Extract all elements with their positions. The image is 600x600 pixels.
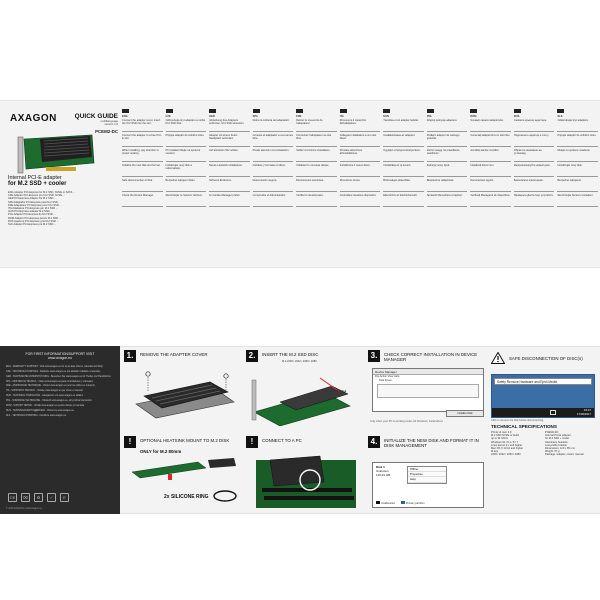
intro-line: GER PCI-Express Adapter für M.2 SSD ... bbox=[8, 197, 57, 201]
language-column bbox=[340, 109, 381, 261]
language-flag bbox=[340, 109, 347, 113]
instruction-cell: Inicializálja az új lemezt. bbox=[383, 163, 424, 177]
device-manager-caption: Only when your PC is working under old Windows, install driver. bbox=[370, 420, 444, 423]
language-code: SPA bbox=[252, 115, 258, 118]
insert-ssd-illustration bbox=[250, 372, 362, 426]
instruction-cell: Ügyeljen a helyes behelyezésre. bbox=[383, 148, 424, 162]
step-label: CHECK CORRECT INSTALLATION IN DEVICE MANAGER bbox=[384, 352, 478, 363]
language-flag bbox=[557, 109, 564, 113]
intro-line: FRE Adaptateur PCI-Express pour M.2 SSD ... bbox=[8, 203, 62, 207]
instruction-cell: Проверьте Диспетчер устройств. bbox=[514, 193, 555, 207]
heatsink-illustration bbox=[128, 456, 240, 486]
support-paragraph: FRE - ASSISTANCE TECHNIQUE - Visitez www.axagon.eu pour les pilotes et manuels. bbox=[6, 385, 96, 388]
instruction-cell: Veillez à la bonne installation. bbox=[296, 148, 337, 162]
language-flag bbox=[470, 109, 477, 113]
safely-remove-balloon[interactable]: Safely Remove Hardware and Eject Media bbox=[494, 378, 592, 385]
step-label: CONNECT TO A PC bbox=[262, 438, 302, 443]
support-header-line1: FOR FIRST INFORMATION/SUPPORT VISIT bbox=[25, 352, 95, 356]
support-paragraph: HUN - TECHNIKAI TÁMOGATÁS - Látogasson el a www.axagon.eu oldalra. bbox=[6, 395, 84, 398]
support-paragraph: ITA - SUPPORTO TECNICO - Visitate www.axagon.eu per driver e manuali. bbox=[6, 390, 84, 393]
guide-version: version 1.0 bbox=[104, 122, 118, 127]
spec-item: M.2 SSD NVMe or AHCI bbox=[491, 434, 520, 438]
instruction-cell: Scoateți capacul adaptorului. bbox=[470, 118, 511, 132]
certification-icons bbox=[8, 493, 69, 502]
spec-item: for M.2 SSD + cooler bbox=[545, 437, 570, 441]
warning-number: ! bbox=[246, 436, 258, 448]
instruction-cell: Connect the adapter cover, insert the M.2 SSD into the slot. bbox=[122, 118, 163, 132]
spec-item: PCI-E x4 Gen 3.0 bbox=[491, 431, 512, 434]
step-device-manager bbox=[368, 350, 488, 426]
step-number: 2. bbox=[246, 350, 258, 362]
support-footer: © 2018 AXAGON | www.axagon.eu bbox=[6, 508, 42, 510]
model-number: PCEM2-DC bbox=[95, 128, 118, 134]
intro-line: POL Adapter PCI-Express do M.2 SSD ... bbox=[8, 213, 56, 217]
disk-legend bbox=[376, 501, 425, 505]
guide-title: QUICK GUIDE bbox=[74, 113, 118, 120]
only-for-note: ONLY for M.2 80mm bbox=[140, 449, 182, 454]
spec-item: up to 32 Gbit/s bbox=[491, 437, 508, 441]
instruction-cell: Odšroubujte kryt adaptéru a vložte M.2 SSD disk. bbox=[166, 118, 207, 132]
instruction-cell: Biztonságos eltávolítás. bbox=[383, 178, 424, 192]
connect-pc-illustration bbox=[250, 452, 362, 510]
instruction-cell: Retire la cubierta del adaptador. bbox=[253, 118, 294, 132]
instruction-cell: Inicialice y formatee el disco. bbox=[253, 163, 294, 177]
instruction-cell: Inizializzare il nuovo disco. bbox=[340, 163, 381, 177]
instruction-cell: Auf korrekten Sitz achten. bbox=[209, 148, 250, 162]
instruction-cell: Sicheres Entfernen. bbox=[209, 178, 250, 192]
instruction-cell: Inicializujte nový disk. bbox=[557, 163, 598, 177]
instruction-cell: Im Geräte-Manager prüfen. bbox=[209, 193, 250, 207]
spec-item: Mac OS X 10.10 and higher bbox=[491, 447, 524, 451]
instruction-cell: Bezpečné odpojení disku. bbox=[166, 178, 207, 192]
spec-list-left bbox=[491, 431, 541, 457]
instruction-cell: Csatlakoztassa az adaptert. bbox=[383, 133, 424, 147]
step-initialize-disk bbox=[368, 436, 488, 512]
warning-number: ! bbox=[124, 436, 136, 448]
support-paragraph: SPA - ASISTENCIA TÉCNICA - Visite www.axagon.eu para controladores y manuales. bbox=[6, 380, 94, 383]
language-flag bbox=[166, 109, 173, 113]
disk-management-window bbox=[372, 462, 484, 508]
step-insert-ssd bbox=[246, 350, 364, 426]
spec-item: Dimensions: 120 x 85 mm bbox=[545, 447, 575, 451]
language-column bbox=[253, 109, 294, 261]
spec-item: Weight: 67 g bbox=[545, 450, 560, 454]
tech-specs-title: TECHNICAL SPECIFICATIONS bbox=[491, 424, 557, 429]
ssd-note: SSD M.2 disk bbox=[330, 390, 347, 393]
instruction-cell: Безопасное извлечение. bbox=[514, 178, 555, 192]
instruction-cell: Снимите крышку адаптера. bbox=[514, 118, 555, 132]
spec-item: Aluminium heatsink bbox=[545, 440, 568, 444]
instruction-cell: Preste atención a la instalación. bbox=[253, 148, 294, 162]
instruction-cell: Controllare Gestione dispositivi. bbox=[340, 193, 381, 207]
instruction-cell: Zkontrolujte ve Správci zařízení. bbox=[166, 193, 207, 207]
instruction-cell: Bezpieczne odłączanie. bbox=[427, 178, 468, 192]
spec-item: Low-profile bracket bbox=[545, 443, 567, 447]
device-manager-titlebar: Device Manager bbox=[373, 369, 483, 375]
language-column bbox=[296, 109, 337, 261]
recycle-icon: ♻ bbox=[34, 493, 43, 502]
quick-guide-header bbox=[60, 113, 118, 134]
language-code: ENG bbox=[122, 115, 128, 118]
spec-list-right bbox=[545, 431, 595, 457]
instruction-cell: Conectați adaptorul la un slot liber. bbox=[470, 133, 511, 147]
device-manager-window bbox=[372, 368, 484, 412]
instruction-cell: Dbajte na správne osadenie. bbox=[557, 148, 598, 162]
language-code: POL bbox=[426, 115, 433, 118]
axagon-logo: AXAGON bbox=[10, 113, 57, 124]
instruction-cell: Rimozione sicura. bbox=[340, 178, 381, 192]
spec-item: M-key bbox=[491, 450, 499, 454]
intro-line: SPA Adaptador PCI-Express para M.2 SSD ... bbox=[8, 200, 61, 204]
step-remove-cover bbox=[124, 350, 242, 422]
step-number: 4. bbox=[368, 436, 380, 448]
step-number: 3. bbox=[368, 350, 380, 362]
support-paragraph: CZE - TECHNICKÁ PODPORA - Navštivte www.axagon.eu pro aktuální ovladače a manuály. bbox=[6, 370, 101, 373]
language-column bbox=[557, 109, 598, 261]
spec-item: Package: adapter, cooler, manual bbox=[545, 453, 584, 457]
language-column bbox=[383, 109, 424, 261]
support-paragraph: POL - WSPARCIE TECHNICZNE - Odwiedź www.axagon.eu, aby pobrać sterowniki. bbox=[6, 400, 92, 403]
disk-info bbox=[376, 466, 404, 477]
language-flag bbox=[209, 109, 216, 113]
instruction-cell: Távolítsa el az adapter fedelét. bbox=[383, 118, 424, 132]
pcie-card-image bbox=[16, 133, 96, 175]
instruction-cell: Podłącz adapter do wolnego gniazda. bbox=[427, 133, 468, 147]
step-label: INITIALIZE THE NEW DISK AND FORMAT IT IN DISK MANAGEMENT bbox=[384, 438, 479, 449]
intro-line: RUS Адаптер PCI-Express для M.2 SSD ... bbox=[8, 219, 59, 223]
language-columns bbox=[122, 109, 598, 261]
language-column bbox=[470, 109, 511, 261]
rohs-icon: ✓ bbox=[47, 493, 56, 502]
legend-primary: Primary partition bbox=[405, 502, 425, 505]
intro-line: HUN PCI-Express adapter M.2 SSD ... bbox=[8, 210, 53, 214]
language-flag bbox=[296, 109, 303, 113]
support-header bbox=[0, 346, 120, 361]
instruction-cell: Connect the adapter to a free PCI-E slot. bbox=[122, 133, 163, 147]
intro-text bbox=[8, 191, 120, 226]
instruction-cell: Inițializați discul nou. bbox=[470, 163, 511, 177]
warning-icon bbox=[491, 352, 505, 364]
instruction-cell: Vérifiez le Gestionnaire. bbox=[296, 193, 337, 207]
step-label: INSERT THE M.2 SSD DISC bbox=[262, 352, 319, 357]
instruction-cell: Neues Laufwerk initialisieren. bbox=[209, 163, 250, 177]
language-flag bbox=[427, 109, 434, 113]
instruction-cell: Initialize the new disk and format. bbox=[122, 163, 163, 177]
language-column bbox=[122, 109, 163, 261]
instruction-cell: Pripojte adaptér do voľného slotu. bbox=[557, 133, 598, 147]
support-panel bbox=[0, 346, 120, 514]
disk-drives-node[interactable]: Disk drives bbox=[379, 379, 392, 382]
support-url[interactable]: www.axagon.eu bbox=[48, 356, 72, 361]
instruction-cell: Desconexión segura. bbox=[253, 178, 294, 192]
instruction-cell: Ellenőrizze az Eszközkezelőt. bbox=[383, 193, 424, 207]
disk-label: Disk 1 bbox=[376, 465, 385, 469]
multilanguage-sheet bbox=[0, 100, 600, 268]
intro-line: SLK Adaptér PCI-Express pre M.2 SSD ... bbox=[8, 223, 57, 227]
instruction-cell: Skontrolujte Správcu zariadení. bbox=[557, 193, 598, 207]
intro-line: ITA Adattatore PCI-Express per M.2 SSD ... bbox=[8, 207, 58, 211]
support-paragraph: ROM - SUPORT TEHNIC - Vizitați www.axagon.eu pentru drivere și manuale. bbox=[6, 405, 85, 408]
instruction-cell: Bezpečné odpojenie. bbox=[557, 178, 598, 192]
step-number: 1. bbox=[124, 350, 136, 362]
instruction-cell: Odskrutkujte kryt adaptéra. bbox=[557, 118, 598, 132]
language-code: ROM bbox=[470, 115, 477, 118]
support-paragraph: RUS - ТЕХНИЧЕСКАЯ ПОДДЕРЖКА - Посетите www.axagon.eu. bbox=[6, 409, 75, 412]
context-menu-item[interactable]: Offline bbox=[408, 467, 446, 472]
context-menu bbox=[407, 466, 447, 484]
silicone-ring-note: 2x SILICONE RING bbox=[164, 494, 209, 500]
intro-line: ENG Adapter PCI-Express for M.2 SSD, NVMe or SATA ... bbox=[8, 191, 75, 194]
language-code: SLK bbox=[557, 115, 563, 118]
language-code: HUN bbox=[383, 115, 389, 118]
language-code: ITA bbox=[339, 115, 344, 118]
usb-tray-icon[interactable] bbox=[550, 410, 556, 415]
language-flag bbox=[383, 109, 390, 113]
technical-specifications bbox=[491, 424, 595, 457]
clock-date: 17/06/2017 bbox=[577, 411, 591, 416]
language-code: FRE bbox=[296, 115, 302, 118]
instruction-cell: Retirez le couvercle de l'adaptateur. bbox=[296, 118, 337, 132]
instruction-cell: Conecte el adaptador a una ranura libre. bbox=[253, 133, 294, 147]
safe-disconnect-title: SAFE DISCONNECTION OF DISC(s) bbox=[509, 356, 583, 361]
language-flag bbox=[122, 109, 129, 113]
context-menu-item[interactable]: Properties bbox=[408, 472, 446, 477]
step-connect-pc bbox=[246, 436, 364, 512]
initialize-disk-button[interactable]: Initialize Disk bbox=[446, 410, 484, 417]
weee-icon: ⌧ bbox=[21, 493, 30, 502]
taskbar bbox=[492, 408, 594, 417]
instruction-cell: Adapter mit einem freien Steckplatz verbinden. bbox=[209, 133, 250, 147]
intro-line: CZE Adapter PCI-Express pro M.2 SSD, NVMe ... bbox=[8, 194, 66, 198]
product-title-line1: Internal PCI-E adapter bbox=[8, 175, 62, 181]
guide-subtitle: multilanguage bbox=[100, 119, 118, 123]
instruction-cell: Při instalaci dbejte na správné usazení. bbox=[166, 148, 207, 162]
disk-status: Unknown bbox=[376, 468, 389, 473]
instruction-cell: Initialisez le nouveau disque. bbox=[296, 163, 337, 177]
product-title bbox=[8, 175, 118, 187]
support-text bbox=[6, 366, 114, 418]
language-code: RUS bbox=[513, 115, 520, 118]
intro-line: ROM Adaptor PCI-Express pentru M.2 SSD ... bbox=[8, 216, 62, 220]
remove-cover-illustration bbox=[130, 366, 240, 422]
instruction-cell: Collegare l'adattatore a uno slot libero. bbox=[340, 133, 381, 147]
spec-item: 2230 / 2242 / 2260 / 2280 bbox=[491, 453, 521, 457]
instruction-cell: Prestare attenzione all'installazione. bbox=[340, 148, 381, 162]
instruction-cell: Deconectare sigură. bbox=[470, 178, 511, 192]
instruction-cell: Verificați Managerul de dispozitive. bbox=[470, 193, 511, 207]
instruction-cell: Zainicjuj nowy dysk. bbox=[427, 163, 468, 177]
language-column bbox=[514, 109, 555, 261]
instruction-cell: Safe disconnection of disk. bbox=[122, 178, 163, 192]
context-menu-item[interactable]: Help bbox=[408, 477, 446, 482]
instruction-cell: Check the Device Manager. bbox=[122, 193, 163, 207]
language-column bbox=[166, 109, 207, 261]
windows-desktop-snippet bbox=[491, 374, 595, 418]
step-label: REMOVE THE ADAPTER COVER bbox=[140, 352, 208, 357]
support-paragraph: SLK - TECHNICKÁ PODPORA - Navštívte www.axagon.eu. bbox=[6, 414, 67, 417]
ce-icon: CE bbox=[9, 495, 16, 500]
instruction-cell: Abdeckung des Adapters entfernen, M.2 SSD einsetzen. bbox=[209, 118, 250, 132]
language-flag bbox=[253, 109, 260, 113]
step-label: OPTIONAL HEATSINK MOUNT TO M.2 DISK bbox=[140, 438, 230, 443]
language-code: CZE bbox=[165, 115, 171, 118]
instruction-cell: Inicializujte nový disk a naformátujte. bbox=[166, 163, 207, 177]
language-column bbox=[209, 109, 250, 261]
support-paragraph: ENG - WARRANTY SUPPORT - Visit www.axagon.eu for up-to-date drivers, manuals and FAQ. bbox=[6, 365, 104, 368]
instruction-cell: Sprawdź Menedżera urządzeń. bbox=[427, 193, 468, 207]
language-column bbox=[427, 109, 468, 261]
spec-item: Windows 10 / 8.1 / 8 / 7 bbox=[491, 440, 519, 444]
step-optional-heatsink bbox=[124, 436, 242, 512]
spec-item: Internal PCI-E adapter bbox=[545, 434, 571, 438]
clock-time: 15:47 bbox=[584, 408, 591, 413]
m2-size-list: M.2 2230 / 2242 / 2260 / 2280 bbox=[282, 360, 317, 363]
instruction-cell: Обратите внимание на установку. bbox=[514, 148, 555, 162]
silicone-ring-icon bbox=[212, 488, 238, 504]
instruction-cell: Rimuovere il coperchio dell'adattatore. bbox=[340, 118, 381, 132]
instruction-cell: Déconnexion sécurisée. bbox=[296, 178, 337, 192]
support-paragraph: GER - TECHNISCHE UNTERSTÜTZUNG - Besuchen Sie www.axagon.eu für Treiber und Handbücher. bbox=[6, 375, 112, 378]
instruction-cell: Connectez l'adaptateur au slot libre. bbox=[296, 133, 337, 147]
disk-size: 119,24 GB bbox=[376, 472, 391, 477]
instruction-cell: Compruebe el Administrador. bbox=[253, 193, 294, 207]
spec-item: Linux kernel 3.x and higher bbox=[491, 443, 523, 447]
instruction-cell: Инициализируйте новый диск. bbox=[514, 163, 555, 177]
eac-icon: E bbox=[60, 493, 69, 502]
instruction-cell: Acordați atenție montării. bbox=[470, 148, 511, 162]
language-flag bbox=[514, 109, 521, 113]
instruction-cell: Připojte adaptér do volného slotu. bbox=[166, 133, 207, 147]
taskbar-clock bbox=[577, 409, 591, 416]
product-title-line2: for M.2 SSD + cooler bbox=[8, 181, 67, 187]
instruction-cell: Zdejmij pokrywę adaptera. bbox=[427, 118, 468, 132]
instruction-cell: When installing, pay attention to proper seating. bbox=[122, 148, 163, 162]
language-code: GER bbox=[209, 115, 215, 118]
device-manager-menu[interactable]: File Action View Help bbox=[375, 375, 400, 378]
safe-disconnect-caption: Click to remove the disk before disconnecting. bbox=[491, 419, 544, 422]
spec-item: PCEM2-DC bbox=[545, 431, 559, 434]
instruction-cell: Подключите адаптер к слоту. bbox=[514, 133, 555, 147]
instruction-cell: Zwróć uwagę na prawidłowe osadzenie. bbox=[427, 148, 468, 162]
legend-unallocated: Unallocated bbox=[381, 502, 395, 505]
